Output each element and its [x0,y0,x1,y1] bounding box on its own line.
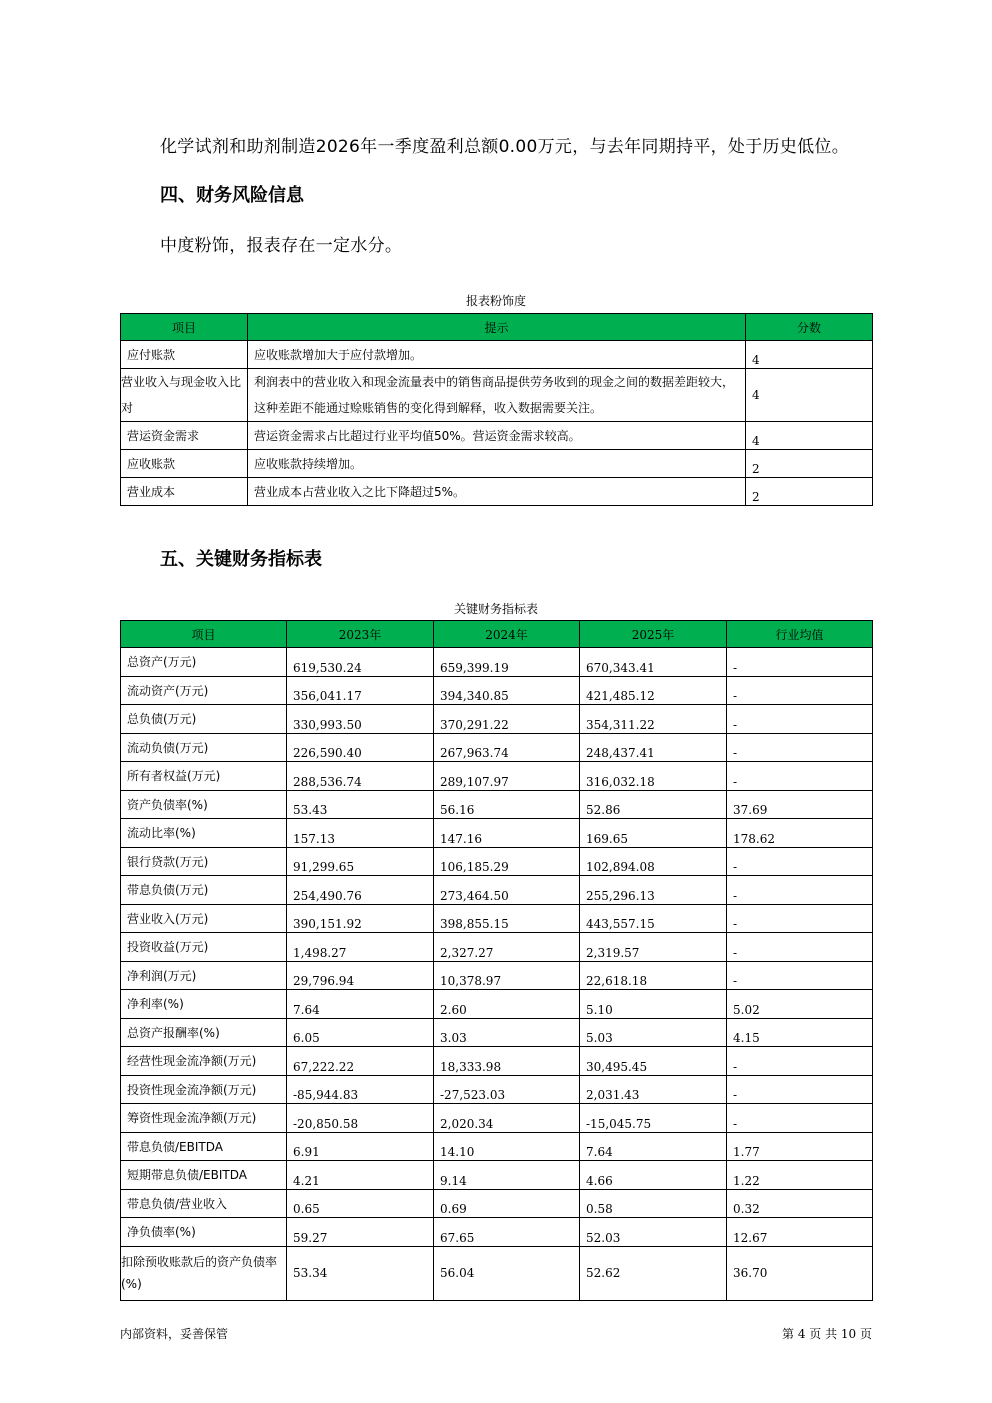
kpi-industry-avg-cell: 4.15 [727,1018,873,1047]
kpi-industry-avg-cell: 1.22 [727,1161,873,1190]
kpi-2023-cell: 29,796.94 [287,961,434,990]
kpi-2023-cell: 6.91 [287,1132,434,1161]
risk-hint-cell: 营业成本占营业收入之比下降超过5%。 [248,478,746,506]
kpi-2025-cell: 0.58 [580,1189,727,1218]
table-row [121,733,873,762]
kpi-2024-cell: 3.03 [434,1018,580,1047]
footer-confidential-note: 内部资料，妥善保管 [120,1327,229,1341]
kpi-2024-cell: 0.69 [434,1189,580,1218]
kpi-item-cell: 营业收入(万元) [121,904,287,933]
kpi-2025-cell: 22,618.18 [580,961,727,990]
kpi-item-cell: 流动负债(万元) [121,733,287,762]
kpi-2025-cell: 670,343.41 [580,648,727,677]
kpi-2024-cell: 370,291.22 [434,705,580,734]
kpi-2025-cell: -15,045.75 [580,1104,727,1133]
kpi-item-cell: 筹资性现金流净额(万元) [121,1104,287,1133]
kpi-2024-cell: 14.10 [434,1132,580,1161]
kpi-col-item: 项目 [121,621,287,648]
risk-score-cell: 2 [746,450,873,478]
risk-item-cell: 营业收入与现金收入比对 [121,369,248,422]
kpi-table [120,620,873,1301]
risk-hint-cell: 应收账款持续增加。 [248,450,746,478]
kpi-item-cell: 总负债(万元) [121,705,287,734]
risk-score-cell: 4 [746,341,873,369]
kpi-industry-avg-cell: - [727,733,873,762]
kpi-item-cell: 资产负债率(%) [121,790,287,819]
kpi-2024-cell: 398,855.15 [434,904,580,933]
kpi-2024-cell: 10,378.97 [434,961,580,990]
risk-item-cell: 营业成本 [121,478,248,506]
kpi-2023-cell: -85,944.83 [287,1075,434,1104]
kpi-industry-avg-cell: - [727,1104,873,1133]
kpi-2025-cell: 52.86 [580,790,727,819]
table-row [121,876,873,905]
kpi-2023-cell: 356,041.17 [287,676,434,705]
kpi-2025-cell: 5.10 [580,990,727,1019]
kpi-2025-cell: 5.03 [580,1018,727,1047]
risk-table-caption: 报表粉饰度 [465,294,526,308]
kpi-industry-avg-cell: 178.62 [727,819,873,848]
kpi-2024-cell: 273,464.50 [434,876,580,905]
kpi-2025-cell: 421,485.12 [580,676,727,705]
risk-hint-cell: 应收账款增加大于应付款增加。 [248,341,746,369]
footer-page-number: 第 4 页 共 10 页 [782,1327,872,1341]
risk-item-cell: 应收账款 [121,450,248,478]
risk-hint-cell: 利润表中的营业收入和现金流量表中的销售商品提供劳务收到的现金之间的数据差距较大，这种差距不能通过赊账销售的变化得到解释，收入数据需要关注。 [248,369,746,422]
kpi-2025-cell: 102,894.08 [580,847,727,876]
kpi-2024-cell: 2.60 [434,990,580,1019]
table-row [121,762,873,791]
kpi-2024-cell: 659,399.19 [434,648,580,677]
table-row [121,1047,873,1076]
kpi-2023-cell: 390,151.92 [287,904,434,933]
table-row [121,904,873,933]
kpi-table-header [121,621,873,648]
kpi-2025-cell: 4.66 [580,1161,727,1190]
intro-paragraph: 化学试剂和助剂制造2026年一季度盈利总额0.00万元，与去年同期持平，处于历史低位。 [160,137,850,157]
kpi-industry-avg-cell: 12.67 [727,1218,873,1247]
table-row [121,1104,873,1133]
kpi-2025-cell: 52.62 [580,1246,727,1300]
table-row [121,819,873,848]
kpi-2025-cell: 52.03 [580,1218,727,1247]
kpi-industry-avg-cell: - [727,1075,873,1104]
risk-col-item: 项目 [121,314,248,341]
kpi-2024-cell: -27,523.03 [434,1075,580,1104]
kpi-industry-avg-cell: - [727,961,873,990]
risk-summary: 中度粉饰，报表存在一定水分。 [160,236,403,256]
table-row [121,790,873,819]
kpi-2023-cell: 1,498.27 [287,933,434,962]
kpi-2024-cell: 106,185.29 [434,847,580,876]
kpi-industry-avg-cell: - [727,762,873,791]
kpi-2025-cell: 30,495.45 [580,1047,727,1076]
kpi-2024-cell: 56.16 [434,790,580,819]
kpi-2023-cell: 53.34 [287,1246,434,1300]
kpi-item-cell: 投资性现金流净额(万元) [121,1075,287,1104]
risk-col-hint: 提示 [248,314,746,341]
kpi-industry-avg-cell: - [727,648,873,677]
kpi-col-2023: 2023年 [287,621,434,648]
kpi-2025-cell: 443,557.15 [580,904,727,933]
table-row [121,422,873,450]
table-row [121,1018,873,1047]
kpi-2024-cell: 18,333.98 [434,1047,580,1076]
kpi-col-2024: 2024年 [434,621,580,648]
risk-item-cell: 应付账款 [121,341,248,369]
kpi-2023-cell: 6.05 [287,1018,434,1047]
kpi-2024-cell: 2,327.27 [434,933,580,962]
kpi-2024-cell: 2,020.34 [434,1104,580,1133]
risk-item-cell: 营运资金需求 [121,422,248,450]
kpi-item-cell: 净负债率(%) [121,1218,287,1247]
kpi-2023-cell: 91,299.65 [287,847,434,876]
risk-hint-cell: 营运资金需求占比超过行业平均值50%。营运资金需求较高。 [248,422,746,450]
table-row [121,961,873,990]
risk-score-cell: 4 [746,422,873,450]
kpi-2023-cell: 288,536.74 [287,762,434,791]
kpi-col-2025: 2025年 [580,621,727,648]
kpi-2023-cell: 4.21 [287,1161,434,1190]
kpi-2023-cell: 59.27 [287,1218,434,1247]
kpi-industry-avg-cell: - [727,933,873,962]
table-row [121,369,873,422]
risk-score-cell: 4 [746,369,873,422]
kpi-2023-cell: 157.13 [287,819,434,848]
kpi-2023-cell: 254,490.76 [287,876,434,905]
kpi-item-cell: 带息负债/营业收入 [121,1189,287,1218]
kpi-2025-cell: 354,311.22 [580,705,727,734]
risk-table-header [121,314,873,341]
kpi-2023-cell: 619,530.24 [287,648,434,677]
kpi-industry-avg-cell: 36.70 [727,1246,873,1300]
table-row [121,1218,873,1247]
kpi-2024-cell: 394,340.85 [434,676,580,705]
kpi-item-cell: 投资收益(万元) [121,933,287,962]
kpi-industry-avg-cell: - [727,847,873,876]
kpi-item-cell: 银行贷款(万元) [121,847,287,876]
section4-heading: 四、财务风险信息 [160,185,304,206]
kpi-industry-avg-cell: 1.77 [727,1132,873,1161]
table-row [121,1132,873,1161]
kpi-2023-cell: -20,850.58 [287,1104,434,1133]
table-row [121,450,873,478]
risk-table [120,313,873,506]
kpi-2025-cell: 248,437.41 [580,733,727,762]
kpi-2023-cell: 53.43 [287,790,434,819]
table-row [121,478,873,506]
kpi-item-cell: 流动比率(%) [121,819,287,848]
kpi-industry-avg-cell: - [727,904,873,933]
kpi-item-cell: 短期带息负债/EBITDA [121,1161,287,1190]
table-row [121,933,873,962]
risk-col-score: 分数 [746,314,873,341]
kpi-2025-cell: 255,296.13 [580,876,727,905]
kpi-item-cell: 净利润(万元) [121,961,287,990]
kpi-2023-cell: 7.64 [287,990,434,1019]
kpi-item-cell: 所有者权益(万元) [121,762,287,791]
kpi-industry-avg-cell: - [727,676,873,705]
kpi-item-cell: 带息负债(万元) [121,876,287,905]
kpi-item-cell: 总资产(万元) [121,648,287,677]
section5-heading: 五、关键财务指标表 [160,549,322,570]
kpi-industry-avg-cell: - [727,876,873,905]
kpi-item-cell: 流动资产(万元) [121,676,287,705]
kpi-table-caption: 关键财务指标表 [453,602,538,616]
kpi-col-industry-avg: 行业均值 [727,621,873,648]
table-row [121,648,873,677]
kpi-item-cell: 带息负债/EBITDA [121,1132,287,1161]
kpi-2025-cell: 316,032.18 [580,762,727,791]
risk-score-cell: 2 [746,478,873,506]
kpi-2023-cell: 330,993.50 [287,705,434,734]
table-row [121,990,873,1019]
kpi-2024-cell: 9.14 [434,1161,580,1190]
table-row [121,847,873,876]
kpi-2024-cell: 147.16 [434,819,580,848]
kpi-2025-cell: 7.64 [580,1132,727,1161]
kpi-item-cell: 总资产报酬率(%) [121,1018,287,1047]
kpi-2024-cell: 267,963.74 [434,733,580,762]
kpi-item-cell: 经营性现金流净额(万元) [121,1047,287,1076]
table-row [121,1075,873,1104]
table-row [121,1161,873,1190]
kpi-item-cell: 扣除预收账款后的资产负债率(%) [121,1246,287,1300]
kpi-industry-avg-cell: - [727,1047,873,1076]
kpi-industry-avg-cell: - [727,705,873,734]
kpi-item-cell: 净利率(%) [121,990,287,1019]
kpi-2025-cell: 169.65 [580,819,727,848]
kpi-2025-cell: 2,319.57 [580,933,727,962]
table-row [121,676,873,705]
table-row [121,1189,873,1218]
kpi-2024-cell: 56.04 [434,1246,580,1300]
kpi-2023-cell: 0.65 [287,1189,434,1218]
kpi-2024-cell: 67.65 [434,1218,580,1247]
kpi-2024-cell: 289,107.97 [434,762,580,791]
kpi-2025-cell: 2,031.43 [580,1075,727,1104]
table-row [121,1246,873,1300]
kpi-industry-avg-cell: 0.32 [727,1189,873,1218]
kpi-2023-cell: 226,590.40 [287,733,434,762]
table-row [121,341,873,369]
kpi-2023-cell: 67,222.22 [287,1047,434,1076]
kpi-industry-avg-cell: 37.69 [727,790,873,819]
table-row [121,705,873,734]
kpi-industry-avg-cell: 5.02 [727,990,873,1019]
